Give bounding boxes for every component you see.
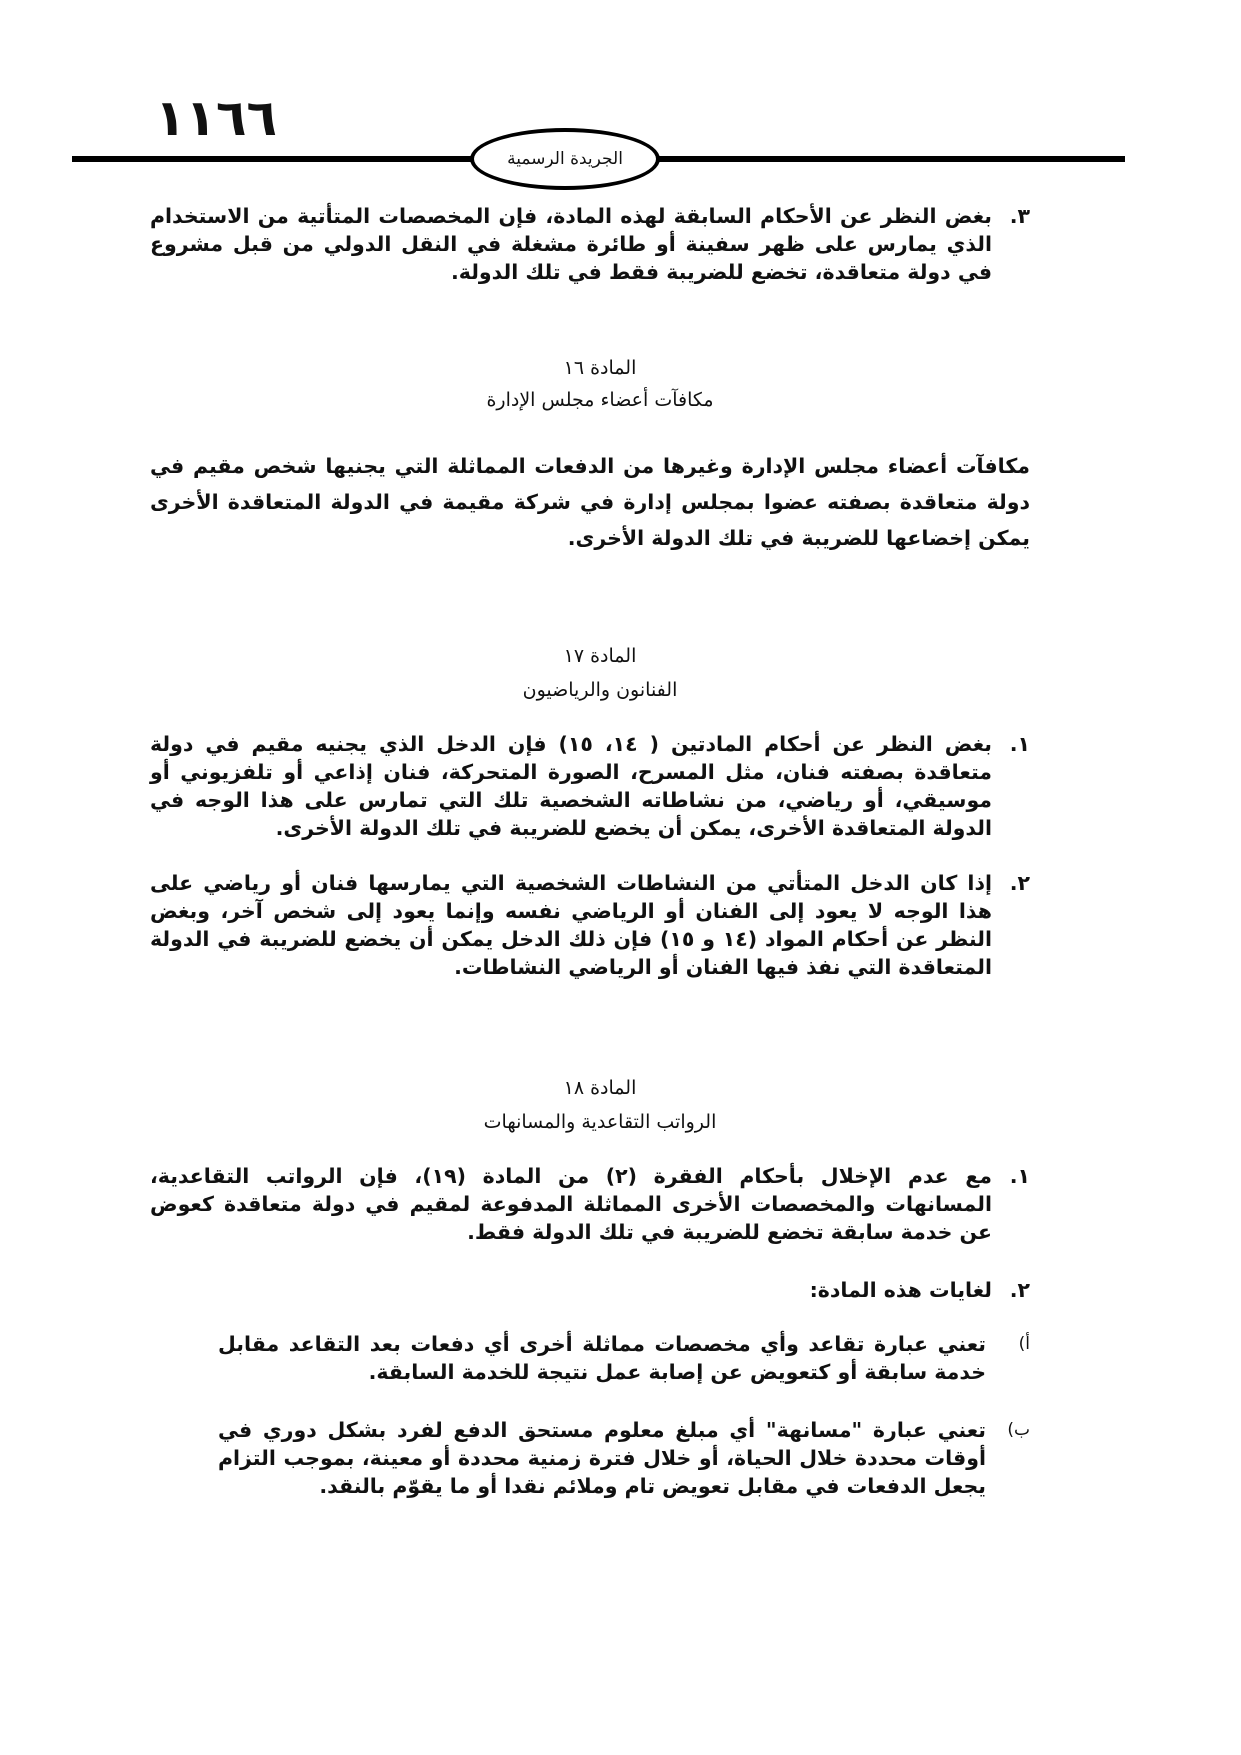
article-18-title: الرواتب التقاعدية والمسانهات (483, 1111, 717, 1133)
item-text: بغض النظر عن أحكام المادتين ( ١٤، ١٥) فإن الدخل الذي يجنيه مقيم في دولة متعاقدة بصفته فنان، مثل المسرح، الصورة المتحركة، فنان إذاعي أو تلفزيوني أو موسيقي، أو رياضي، من نشاطاته الشخصية تلك التي تمارس على هذا الوجه في الدولة المتعاقدة الأخرى، يمكن أن يخضع للضريبة في تلك الدولة الأخرى. (150, 732, 992, 840)
article-17-item-1 (150, 730, 1030, 842)
article-18-subitem-b (218, 1416, 1030, 1500)
article-15-para-3 (150, 202, 1030, 286)
item-text: مع عدم الإخلال بأحكام الفقرة (٢) من المادة (١٩)، فإن الرواتب التقاعدية، المسانهات والمخصصات الأخرى المماثلة المدفوعة لمقيم في دولة متعاقدة كعوض عن خدمة سابقة تخضع للضريبة في تلك الدولة فقط. (150, 1164, 992, 1244)
journal-title: الجريدة الرسمية (507, 149, 623, 169)
article-18-subitem-a (218, 1330, 1030, 1386)
subitem-text: تعني عبارة "مسانهة" أي مبلغ معلوم مستحق الدفع لفرد بشكل دوري في أوقات محددة خلال الحياة، أو خلال فترة زمنية محددة أو معينة، بموجب التزام يجعل الدفعات في مقابل تعويض تام وملائم نقدا أو ما يقوّم بالنقد. (218, 1418, 986, 1498)
item-number: ٢. (1009, 871, 1030, 895)
article-16-title: مكافآت أعضاء مجلس الإدارة (486, 389, 714, 411)
article-17-title: الفنانون والرياضيون (522, 679, 678, 701)
article-16-number: المادة ١٦ (563, 357, 637, 379)
item-number: ١. (1009, 732, 1030, 756)
article-16-body: مكافآت أعضاء مجلس الإدارة وغيرها من الدفعات المماثلة التي يجنيها شخص مقيم في دولة متعاقدة بصفته عضوا بمجلس إدارة في شركة مقيمة في الدولة المتعاقدة الأخرى يمكن إخضاعها للضريبة في تلك الدولة الأخرى. (150, 454, 1030, 550)
item-number: ١. (1009, 1164, 1030, 1188)
page-number: ١١٦٦ (155, 89, 278, 147)
article-17-item-2 (150, 869, 1030, 981)
para-text: بغض النظر عن الأحكام السابقة لهذه المادة، فإن المخصصات المتأتية من الاستخدام الذي يمارس على ظهر سفينة أو طائرة مشغلة في النقل الدولي من قبل مشروع في دولة متعاقدة، تخضع للضريبة فقط في تلك الدولة. (150, 204, 992, 284)
para-number: ٣. (1009, 204, 1030, 228)
journal-title-oval (470, 128, 660, 190)
subitem-letter: ب) (1007, 1420, 1030, 1440)
article-18-number: المادة ١٨ (563, 1077, 637, 1099)
item-text: إذا كان الدخل المتأتي من النشاطات الشخصية التي يمارسها فنان أو رياضي على هذا الوجه لا يعود إلى الفنان أو الرياضي نفسه وإنما يعود إلى شخص آخر، وبغض النظر عن أحكام المواد (١٤ و ١٥) فإن ذلك الدخل يمكن أن يخضع للضريبة في الدولة المتعاقدة التي نفذ فيها الفنان أو الرياضي النشاطات. (150, 871, 992, 979)
article-18-item-1 (150, 1162, 1030, 1246)
article-18-item-2 (150, 1276, 1030, 1304)
item-text: لغايات هذه المادة: (809, 1278, 992, 1302)
item-number: ٢. (1009, 1278, 1030, 1302)
article-17-number: المادة ١٧ (563, 645, 637, 667)
subitem-letter: أ) (1018, 1334, 1030, 1354)
subitem-text: تعني عبارة تقاعد وأي مخصصات مماثلة أخرى أي دفعات بعد التقاعد مقابل خدمة سابقة أو كتعويض عن إصابة عمل نتيجة للخدمة السابقة. (218, 1332, 986, 1384)
